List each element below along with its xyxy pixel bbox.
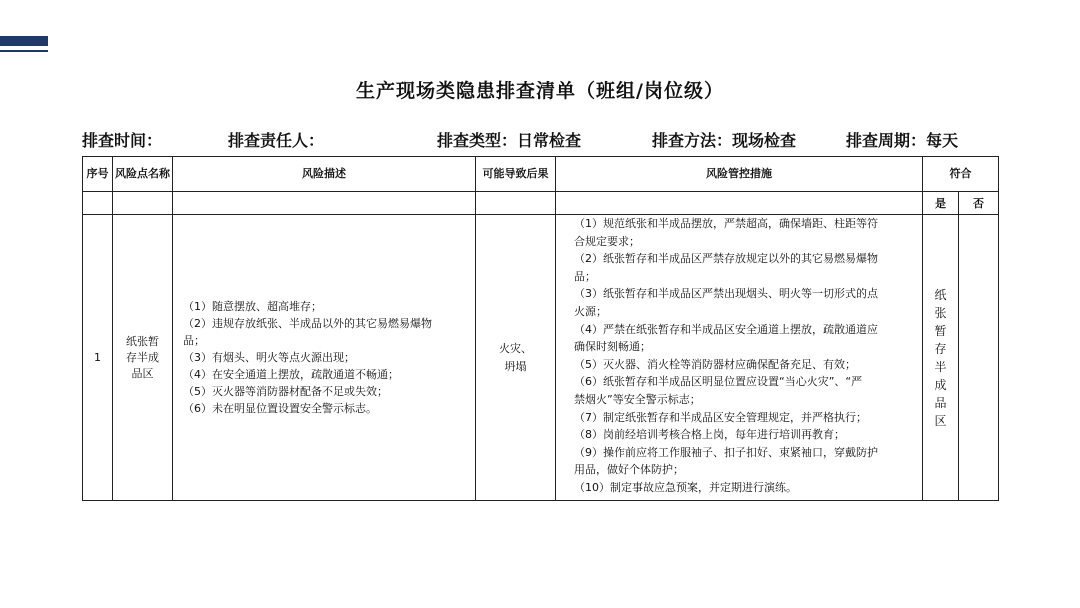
measure-line: （10）制定事故应急预案，并定期进行演练。 — [574, 480, 797, 494]
header-risk-point: 风险点名称 — [113, 157, 173, 192]
meta-method: 排查方法：现场检查 — [652, 131, 797, 150]
description-line: （3）有烟头、明火等点火源出现； — [183, 351, 355, 364]
accent-line — [0, 50, 48, 52]
consequence-line: 火灾、 — [499, 341, 532, 355]
header-seq: 序号 — [83, 157, 113, 192]
measure-line: 确保时刻畅通； — [574, 340, 651, 354]
description-line: （5）灭火器等消防器材配备不足或失效； — [183, 385, 388, 398]
measure-line: （1）规范纸张和半成品摆放，严禁超高，确保墙距、柱距等符 — [574, 217, 878, 230]
conform-char: 存 — [934, 341, 947, 356]
measure-line: （9）操作前应将工作服袖子、扣子扣好、束紧袖口，穿戴防护 — [574, 445, 878, 459]
measure-line: 禁烟火”等安全警示标志； — [574, 392, 701, 406]
meta-time: 排查时间： — [82, 131, 163, 150]
consequence-line: 坍塌 — [504, 359, 527, 373]
measure-line: （2）纸张暂存和半成品区严禁存放规定以外的其它易燃易爆物 — [574, 252, 878, 266]
header-yes: 是 — [923, 192, 959, 215]
row-seq: 1 — [83, 215, 113, 501]
header-consequence: 可能导致后果 — [476, 157, 556, 192]
measure-line: （4）严禁在纸张暂存和半成品区安全通道上摆放，疏散通道应 — [574, 322, 878, 336]
measure-line: （5）灭火器、消火栓等消防器材应确保配备充足、有效； — [574, 357, 856, 371]
row-control-measures — [556, 215, 923, 501]
measure-line: 火源； — [574, 304, 607, 318]
conform-char: 纸 — [934, 287, 947, 302]
description-line: （1）随意摆放、超高堆存； — [183, 300, 322, 313]
conform-char: 成 — [934, 377, 947, 392]
measure-line: 品； — [574, 269, 596, 283]
conform-char: 区 — [934, 413, 947, 428]
empty-cell — [476, 192, 556, 215]
document-title: 生产现场类隐患排查清单（班组/岗位级） — [356, 80, 724, 102]
meta-type: 排查类型：日常检查 — [437, 131, 582, 150]
inspection-meta — [82, 128, 998, 152]
accent-bar — [0, 36, 48, 46]
conform-char: 品 — [934, 395, 947, 410]
header-conform: 符合 — [923, 157, 999, 192]
conform-char: 暂 — [934, 323, 947, 338]
measure-line: 用品，做好个体防护； — [574, 463, 684, 477]
empty-cell — [173, 192, 476, 215]
empty-cell — [83, 192, 113, 215]
row-consequence — [476, 215, 556, 501]
measure-line: （6）纸张暂存和半成品区明显位置应设置“当心火灾”、“严 — [574, 375, 863, 389]
conform-char: 张 — [934, 305, 947, 320]
header-no: 否 — [959, 192, 999, 215]
row-risk-description — [173, 215, 476, 501]
measure-line: 合规定要求； — [574, 234, 640, 248]
meta-period: 排查周期：每天 — [846, 131, 959, 150]
empty-cell — [556, 192, 923, 215]
description-line: （2）违规存放纸张、半成品以外的其它易燃易爆物 — [183, 317, 432, 330]
description-line: （6）未在明显位置设置安全警示标志。 — [183, 402, 377, 415]
conform-char: 半 — [934, 359, 947, 374]
hazard-checklist-table — [82, 156, 999, 501]
table-row — [83, 215, 999, 501]
header-risk-description: 风险描述 — [173, 157, 476, 192]
row-conform-no — [959, 215, 999, 501]
measure-line: （3）纸张暂存和半成品区严禁出现烟头、明火等一切形式的点 — [574, 287, 878, 301]
measure-line: （8）岗前经培训考核合格上岗，每年进行培训再教育； — [574, 428, 845, 442]
measure-line: （7）制定纸张暂存和半成品区安全管理规定，并严格执行； — [574, 410, 867, 424]
row-risk-point: 纸张暂存半成品区 — [113, 215, 173, 501]
header-control-measures: 风险管控措施 — [556, 157, 923, 192]
empty-cell — [113, 192, 173, 215]
row-conform-yes — [923, 215, 959, 501]
header-row — [83, 157, 999, 192]
meta-person: 排查责任人： — [228, 131, 325, 150]
subheader-row — [83, 192, 999, 215]
description-line: 品； — [183, 334, 205, 347]
description-line: （4）在安全通道上摆放，疏散通道不畅通； — [183, 368, 399, 381]
